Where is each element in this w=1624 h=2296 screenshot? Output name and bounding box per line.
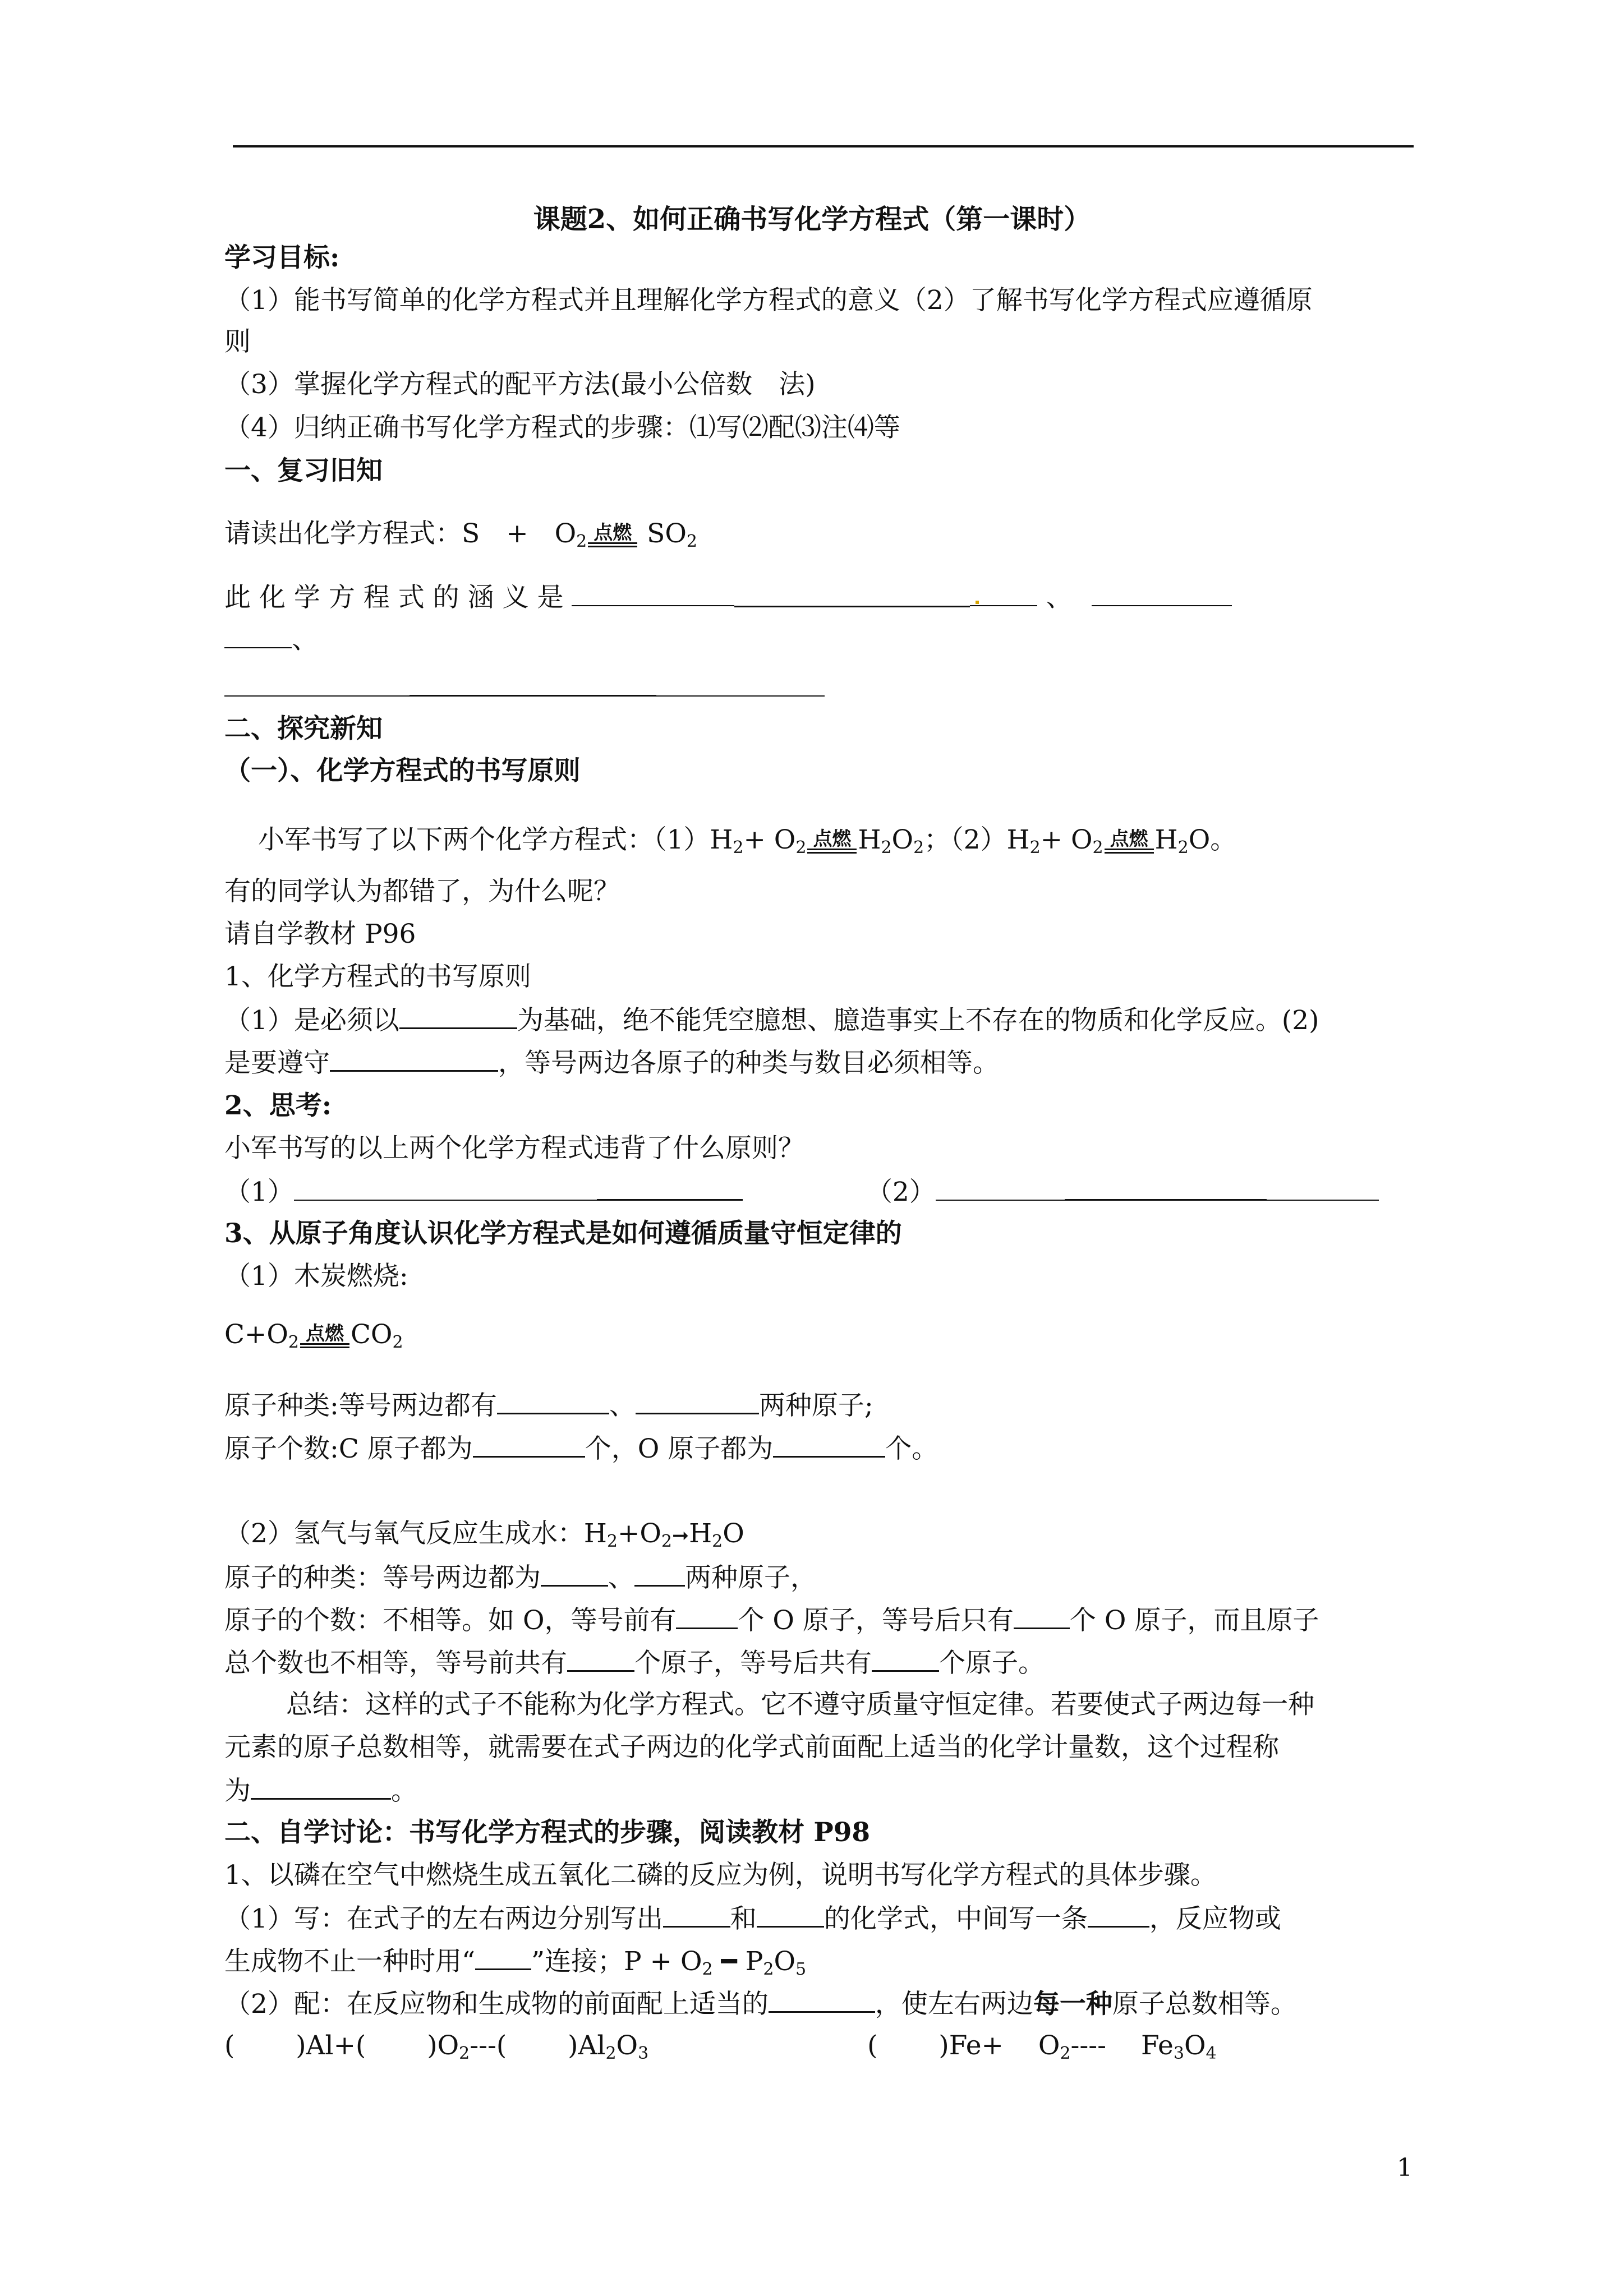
summary-line-3: 为 。 (224, 1773, 417, 1808)
write-step-line-1: （1）写：在式子的左右两边分别写出 和 的化学式，中间写一条 ，反应物或 (224, 1901, 1281, 1936)
reaction-condition: 点燃 (588, 523, 637, 547)
balance-exercises: ( )Al+( )$O_2---$( )$Al_2O_3$ ( )Fe+ $O_2----$ $Fe_3O_4$ (224, 2030, 1217, 2063)
carbon-count: 原子个数:C 原子都为 个，O 原子都为 个。 (224, 1431, 938, 1466)
atom-title: 3、从原子角度认识化学方程式是如何遵循质量守恒定律的 (224, 1218, 902, 1249)
selfstudy-line: 请自学教材 P96 (224, 919, 416, 949)
meaning-line: 此 化 学 方 程 式 的 涵 义 是 、 (224, 580, 1232, 615)
goal-item-1-cont: 则 (224, 326, 251, 357)
answer-blank[interactable] (663, 1901, 730, 1928)
page-number: 1 (1397, 2154, 1413, 2182)
answer-blank[interactable] (773, 1431, 885, 1458)
answer-blank[interactable] (330, 1045, 498, 1072)
answer-blank[interactable] (734, 581, 970, 607)
answer-blank[interactable] (636, 1388, 759, 1414)
answer-blank[interactable] (1092, 580, 1232, 606)
answer-blank[interactable] (970, 580, 1037, 606)
principle-line-2: 是要遵守 ，等号两边各原子的种类与数目必须相等。 (224, 1045, 999, 1080)
summary-line-1: 总结：这样的式子不能称为化学方程式。它不遵守质量守恒定律。若要使式子两边每一种 (286, 1689, 1314, 1720)
answer-blank[interactable] (224, 671, 410, 697)
goals-heading: 学习目标: (224, 242, 340, 273)
goal-item-1: （1）能书写简单的化学方程式并且理解化学方程式的意义（2）了解书写化学方程式应遵循原 (224, 285, 1313, 316)
balance-step-line: （2）配：在反应物和生成物的前面配上适当的 ，使左右两边每一种原子总数相等。 (224, 1986, 1297, 2021)
answer-blank[interactable] (1267, 1175, 1379, 1201)
answer-blank[interactable] (541, 1560, 608, 1587)
answer-blank[interactable] (872, 1645, 939, 1672)
h2-kind: 原子的种类：等号两边都为 、 两种原子， (224, 1560, 817, 1595)
answer-blank[interactable] (634, 1560, 685, 1587)
write-step-line-2: 生成物不止一种时用“ ”连接；$P + O_2$ ━ $P_2O_5$ (224, 1944, 806, 1986)
think-question: 小军书写的以上两个化学方程式违背了什么原则？ (224, 1133, 804, 1164)
answer-blank[interactable] (572, 580, 734, 606)
meaning-line-3 (224, 670, 825, 705)
answer-blank[interactable] (1014, 1603, 1070, 1629)
h2-total: 总个数也不相等，等号前共有 个原子，等号后共有 个原子。 (224, 1645, 1045, 1680)
answer-blank[interactable] (224, 623, 292, 648)
discuss-heading: 二、自学讨论：书写化学方程式的步骤，阅读教材 P98 (224, 1817, 871, 1848)
reaction-condition: 点燃 (807, 829, 857, 854)
answer-blank[interactable] (656, 671, 825, 697)
carbon-title: （1）木炭燃烧: (224, 1261, 408, 1292)
answer-blank[interactable] (497, 1388, 609, 1414)
answer-blank[interactable] (1088, 1901, 1149, 1928)
principle-line-1: （1）是必须以 为基础，绝不能凭空臆想、臆造事实上不存在的物质和化学反应。(2) (224, 1003, 1319, 1038)
goal-item-4: （4）归纳正确书写化学方程式的步骤：⑴写⑵配⑶注⑷等 (224, 412, 900, 443)
think-answers: （1） （2） (224, 1174, 1379, 1209)
principle-heading: （一）、化学方程式的书写原则 (224, 755, 581, 786)
think-title: 2、思考: (224, 1090, 332, 1121)
meaning-line-2: 、 (224, 623, 318, 657)
h2-count: 原子的个数：不相等。如 O，等号前有 个 O 原子，等号后只有 个 O 原子，而且原子 (224, 1603, 1319, 1638)
carbon-equation: $C+O_2$ 点燃 $CO_2$ (224, 1319, 403, 1352)
question-line: 有的同学认为都错了，为什么呢？ (224, 876, 620, 907)
reaction-condition: 点燃 (300, 1324, 349, 1348)
answer-blank[interactable] (936, 1175, 1065, 1201)
xiaojun-equations: 小军书写了以下两个化学方程式：$(1)H_2+ O_2$ 点燃 $H_2O_2$；$(2)H_2+ O_2$ 点燃 $H_2O$。 (258, 824, 1237, 857)
answer-blank[interactable] (294, 1175, 597, 1201)
discuss-intro: 1、以磷在空气中燃烧生成五氧化二磷的反应为例，说明书写化学方程式的具体步骤。 (224, 1860, 1217, 1891)
summary-line-2: 元素的原子总数相等，就需要在式子两边的化学式前面配上适当的化学计量数，这个过程称 (224, 1732, 1279, 1763)
answer-blank[interactable] (399, 1003, 517, 1029)
answer-blank[interactable] (251, 1773, 391, 1800)
h2-title: （2）氢气与氧气反应生成水：$H_2+O_2➞H_2O$ (224, 1518, 744, 1551)
page-title: 课题2、如何正确书写化学方程式（第一课时） (533, 204, 1091, 235)
answer-blank[interactable] (597, 1174, 743, 1201)
answer-blank[interactable] (1065, 1174, 1267, 1201)
answer-blank[interactable] (757, 1901, 824, 1928)
answer-blank[interactable] (410, 670, 656, 697)
principle-title: 1、化学方程式的书写原则 (224, 961, 531, 992)
answer-blank[interactable] (567, 1645, 634, 1672)
review-heading: 一、复习旧知 (224, 455, 383, 486)
carbon-kind: 原子种类:等号两边都有 、 两种原子; (224, 1388, 873, 1423)
reaction-condition: 点燃 (1105, 829, 1154, 854)
answer-blank[interactable] (676, 1603, 738, 1629)
answer-blank[interactable] (473, 1431, 585, 1458)
arrow-icon: ➞ (672, 1524, 689, 1547)
review-equation: 请读出化学方程式：S + $O_2$ 点燃 $SO_2$ (224, 518, 697, 551)
explore-heading: 二、探究新知 (224, 713, 383, 744)
answer-blank[interactable] (769, 1986, 875, 2013)
answer-blank[interactable] (475, 1944, 531, 1970)
header-rule (233, 145, 1414, 147)
goal-item-3: （3）掌握化学方程式的配平方法(最小公倍数 法) (224, 369, 816, 400)
